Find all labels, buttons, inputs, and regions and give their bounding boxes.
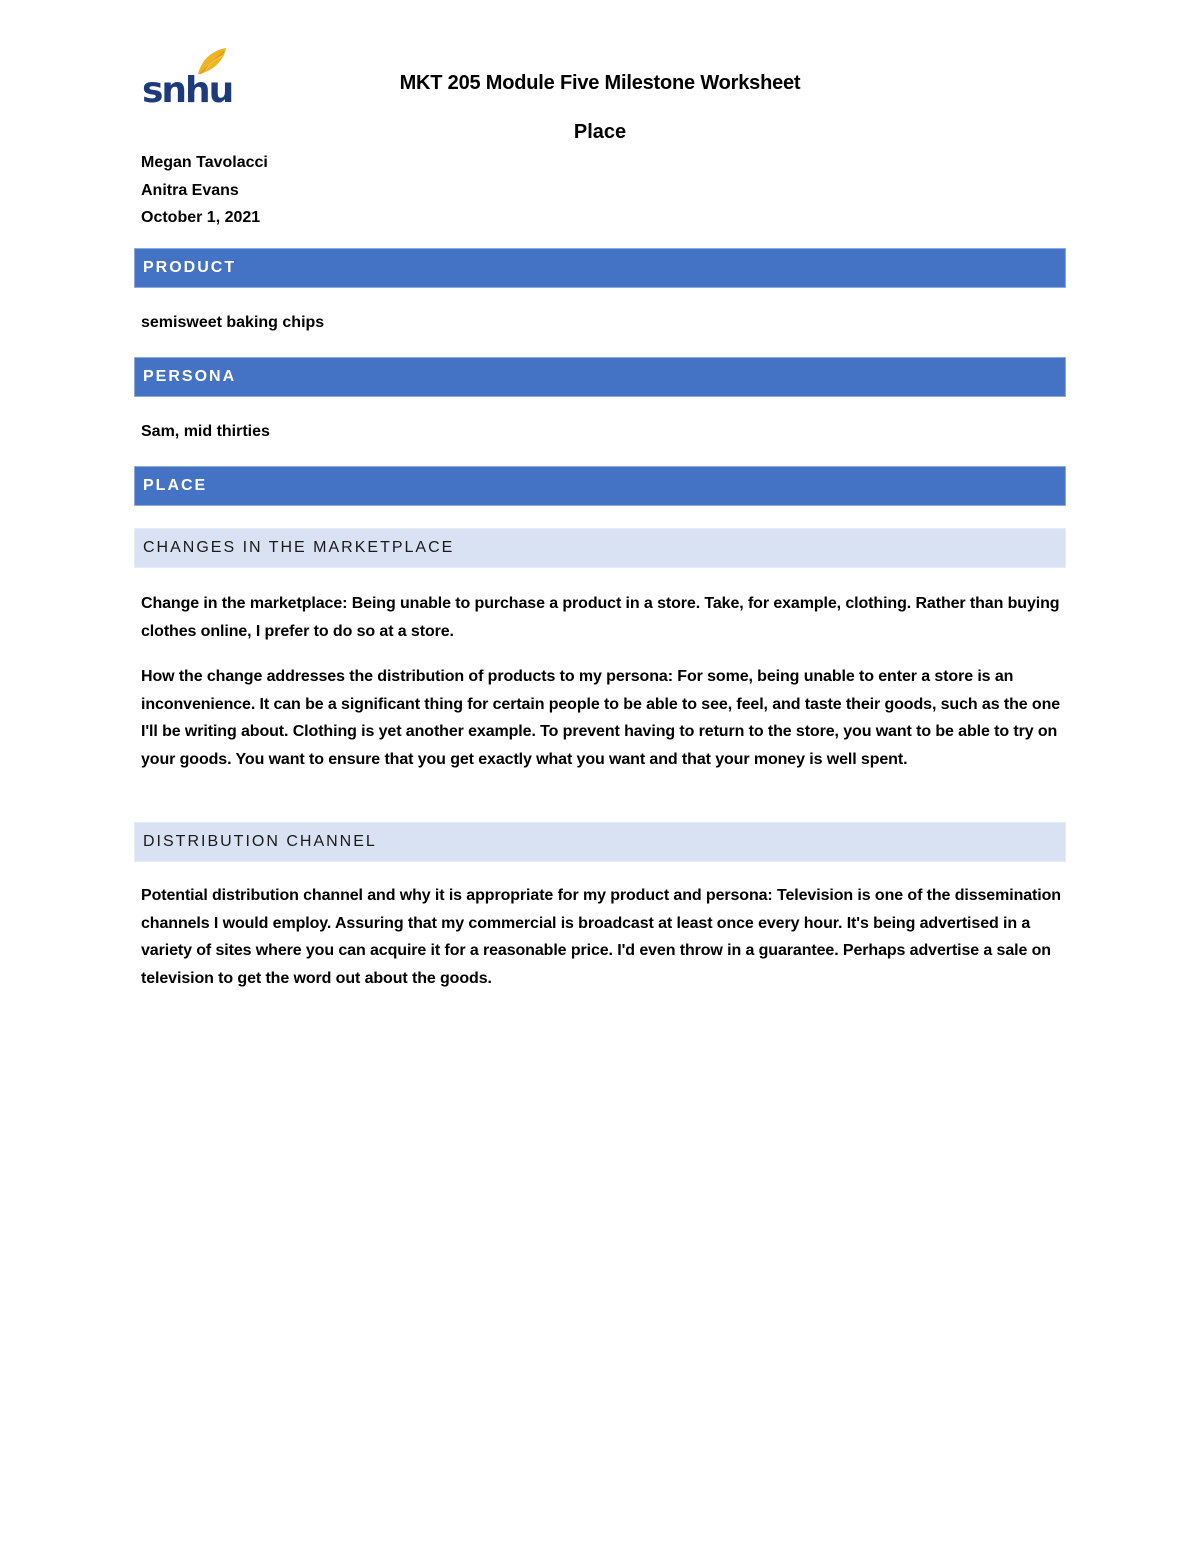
svg-text:snhu: snhu <box>142 70 232 106</box>
changes-paragraph: Change in the marketplace: Being unable to purchase a product in a store. Take, for example, clothing. Rather than buying clothes online, I prefer to do so at a store. <box>141 595 1060 640</box>
subsection-heading: CHANGES IN THE MARKETPLACE <box>143 539 455 556</box>
section-heading: PERSONA <box>143 368 237 385</box>
section-header-persona <box>134 357 1066 397</box>
section-header-place <box>134 466 1066 506</box>
persona-value: Sam, mid thirties <box>141 423 270 440</box>
subsection-header-changes <box>134 528 1066 568</box>
document-title: MKT 205 Module Five Milestone Worksheet <box>399 72 801 94</box>
student-name: Megan Tavolacci <box>141 154 268 171</box>
document-date: October 1, 2021 <box>141 209 261 226</box>
distribution-paragraph: Potential distribution channel and why it is appropriate for my product and persona: Television is one of the dissemination channels I would employ. Assuring that my commercial is broadcast at least once every hour. It's being advertised in a variety of sites where you can acquire it for a reasonable price. I'd even throw in a guarantee. Perhaps advertise a sale on television to get the word out about the goods. <box>141 887 1061 987</box>
subsection-heading: DISTRIBUTION CHANNEL <box>143 833 377 850</box>
section-heading: PLACE <box>143 477 208 494</box>
subsection-header-distribution <box>134 822 1066 862</box>
section-heading: PRODUCT <box>143 259 237 276</box>
product-value: semisweet baking chips <box>141 314 325 331</box>
document-subtitle: Place <box>573 121 627 143</box>
changes-paragraph: How the change addresses the distribution of products to my persona: For some, being unable to enter a store is an inconvenience. It can be a significant thing for certain people to be able to see, feel, and taste their goods, such as the one I'll be writing about. Clothing is yet another example. To prevent having to return to the store, you want to be able to try on your goods. You want to ensure that you get exactly what you want and that your money is well spent. <box>141 668 1061 768</box>
author-info <box>141 149 268 232</box>
section-header-product <box>134 248 1066 288</box>
instructor-name: Anitra Evans <box>141 181 239 199</box>
